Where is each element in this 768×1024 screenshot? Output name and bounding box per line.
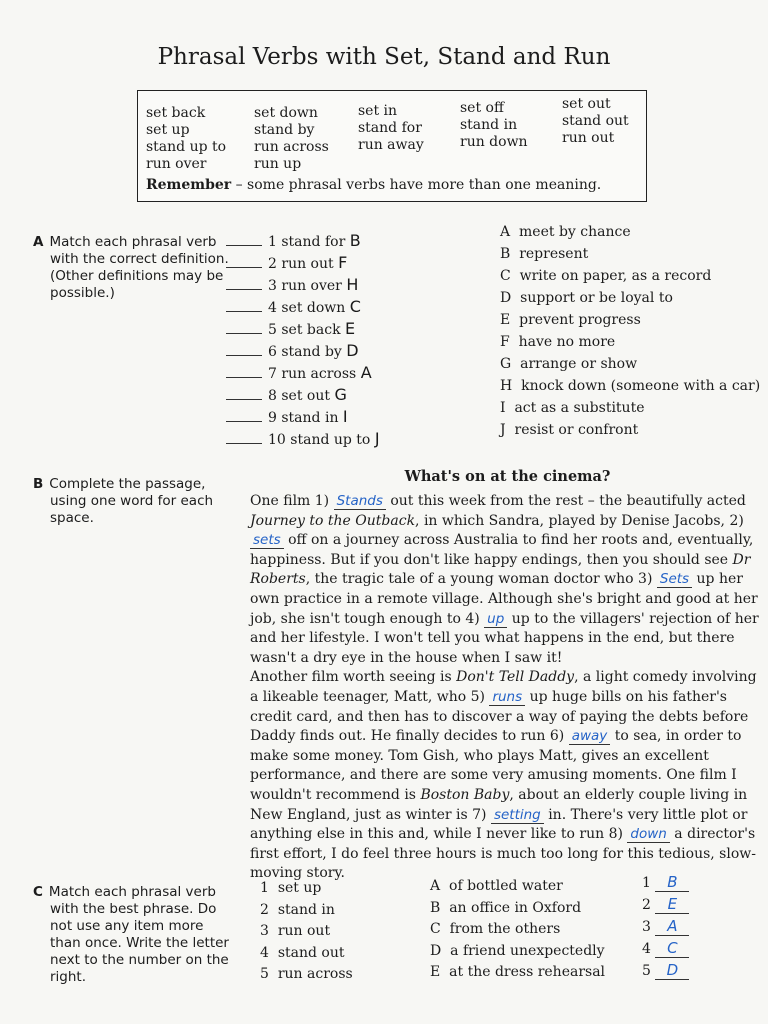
answer-number: 5 bbox=[642, 963, 651, 979]
answer-blank[interactable]: A bbox=[655, 918, 689, 936]
phrase-text: of bottled water bbox=[449, 878, 563, 894]
vocab-column-2 bbox=[254, 105, 329, 173]
verb-number: 2 bbox=[268, 256, 277, 272]
handwritten-answer[interactable]: B bbox=[349, 231, 361, 250]
handwritten-answer[interactable]: H bbox=[346, 275, 359, 294]
definition-text: meet by chance bbox=[519, 224, 631, 240]
verb-text: stand for bbox=[281, 234, 346, 250]
definition-letter: B bbox=[500, 246, 511, 262]
verb-number: 2 bbox=[260, 901, 269, 918]
verb-number: 4 bbox=[260, 944, 269, 961]
verb-number: 7 bbox=[268, 366, 277, 382]
verb-text: stand in bbox=[277, 901, 335, 918]
handwritten-answer[interactable]: I bbox=[342, 407, 348, 426]
definition-text: arrange or show bbox=[520, 356, 638, 372]
vocabulary-box bbox=[137, 90, 647, 202]
definition-letter: H bbox=[500, 378, 513, 394]
answer-blank-8[interactable]: down bbox=[627, 826, 669, 843]
section-c-letter: C bbox=[33, 884, 43, 900]
phrase-letter: B bbox=[430, 899, 441, 916]
vocab-item: stand up to bbox=[146, 139, 227, 155]
definition-text: have no more bbox=[518, 334, 616, 350]
verb-number: 3 bbox=[260, 923, 269, 939]
answer-blank[interactable]: B bbox=[655, 874, 689, 892]
verb-text: stand out bbox=[277, 944, 345, 961]
verb-number: 4 bbox=[268, 300, 277, 316]
answer-blank-4[interactable]: up bbox=[484, 611, 507, 628]
answer-number: 1 bbox=[642, 875, 651, 891]
answer-blank-6[interactable]: away bbox=[569, 728, 611, 745]
definition-letter: I bbox=[500, 400, 506, 416]
instruction-line: than once. Write the letter bbox=[50, 935, 229, 951]
instruction-line: Match each phrasal verb bbox=[49, 234, 217, 250]
definition-letter: G bbox=[500, 356, 512, 372]
phrase-letter: A bbox=[430, 878, 441, 894]
section-b-letter: B bbox=[33, 476, 44, 492]
answer-blank-3[interactable]: Sets bbox=[657, 571, 692, 588]
handwritten-answer[interactable]: D bbox=[346, 341, 359, 360]
answer-number: 2 bbox=[642, 897, 651, 913]
passage-title: What's on at the cinema? bbox=[404, 468, 611, 485]
phrase-letter: D bbox=[430, 942, 442, 959]
verb-text: set back bbox=[281, 322, 341, 338]
handwritten-answer[interactable]: C bbox=[349, 297, 361, 316]
handwritten-answer[interactable]: E bbox=[345, 319, 356, 338]
handwritten-answer[interactable]: J bbox=[374, 429, 380, 448]
vocab-item: run over bbox=[146, 156, 207, 172]
vocab-column-5 bbox=[562, 96, 629, 147]
handwritten-answer[interactable]: A bbox=[360, 363, 372, 382]
vocab-item: set in bbox=[358, 103, 398, 119]
verb-number: 5 bbox=[268, 322, 277, 338]
instruction-line: using one word for each bbox=[50, 493, 214, 509]
verb-text: run across bbox=[281, 366, 357, 382]
vocab-column-4 bbox=[460, 100, 528, 151]
remember-note bbox=[146, 177, 601, 193]
phrase-text: from the others bbox=[449, 921, 561, 937]
vocab-item: stand by bbox=[254, 122, 315, 138]
verb-text: set down bbox=[281, 300, 346, 316]
instruction-line: possible.) bbox=[50, 285, 115, 301]
vocab-item: set back bbox=[146, 105, 206, 121]
film-title: Dr Roberts bbox=[250, 551, 751, 588]
vocab-item: set up bbox=[146, 122, 190, 138]
definition-text: prevent progress bbox=[519, 312, 641, 328]
vocab-item: stand out bbox=[562, 113, 629, 129]
remember-text: – some phrasal verbs have more than one meaning. bbox=[231, 177, 602, 193]
passage-paragraph-1: One film 1) Stands out this week from the rest – the beautifully acted Journey to the Outback, in which Sandra, played by Denise Jacobs, 2) sets off on a journey across Australia to find her roots and, eventually, happiness. But if you don't like happy endings, then you should see Dr Roberts, the tragic tale of a young woman doctor who 3) Sets up her own practice in a remote village. Although she's bright and good at her job, she isn't tough enough to 4) up up to the villagers' rejection of her and her lifestyle. I won't tell you what happens in the end, but there wasn't a dry eye in the house when I saw it! bbox=[250, 493, 759, 666]
verb-text: set out bbox=[281, 388, 330, 404]
instruction-line: next to the number on the bbox=[50, 952, 229, 968]
verb-number: 6 bbox=[268, 344, 277, 360]
vocab-item: set off bbox=[460, 100, 504, 116]
instruction-line: Match each phrasal verb bbox=[48, 884, 216, 900]
definition-letter: F bbox=[500, 334, 510, 350]
definition-text: represent bbox=[519, 246, 589, 262]
instruction-line: Complete the passage, bbox=[49, 476, 206, 492]
verb-number: 5 bbox=[260, 966, 269, 982]
definition-letter: A bbox=[500, 224, 511, 240]
passage-paragraph-2: Another film worth seeing is Don't Tell Daddy, a light comedy involving a likeable teenager, Matt, who 5) runs up huge bills on his father's credit card, and then has to discover a way of paying the debts before Daddy finds out. He finally decides to run 6) away to sea, in order to make some money. Tom Gish, who plays Matt, gives an excellent performance, and there are some very amusing moments. One film I wouldn't recommend is Boston Baby, about an elderly couple living in New England, just as winter is 7) setting in. There's very little plot or anything else in this and, while I never like to run 8) down a director's first effort, I do feel three hours is much too long for this tedious, slow-moving story. bbox=[250, 669, 757, 882]
vocab-item: run away bbox=[358, 137, 424, 153]
definition-letter: E bbox=[500, 312, 511, 328]
phrase-letter: C bbox=[430, 921, 441, 937]
section-a-instruction bbox=[33, 234, 233, 302]
vocab-column-3 bbox=[358, 103, 424, 154]
verb-text: run over bbox=[281, 278, 342, 294]
handwritten-answer[interactable]: G bbox=[334, 385, 347, 404]
verb-number: 3 bbox=[268, 278, 277, 294]
verb-text: run across bbox=[277, 966, 353, 982]
answer-blank[interactable]: C bbox=[655, 940, 689, 958]
section-b-instruction bbox=[33, 476, 233, 527]
definition-letter: D bbox=[500, 290, 512, 306]
vocab-item: set out bbox=[562, 96, 611, 112]
vocab-item: run down bbox=[460, 134, 528, 150]
phrase-text: a friend unexpectedly bbox=[450, 942, 605, 959]
vocab-column-1 bbox=[146, 105, 226, 173]
instruction-line: not use any item more bbox=[50, 918, 204, 934]
verb-number: 1 bbox=[260, 880, 269, 896]
verb-text: stand by bbox=[281, 344, 342, 360]
answer-blank-7[interactable]: setting bbox=[491, 807, 544, 824]
answer-blank-5[interactable]: runs bbox=[489, 689, 525, 706]
handwritten-answer[interactable]: F bbox=[338, 253, 348, 272]
passage bbox=[250, 492, 765, 884]
vocab-item: stand in bbox=[460, 117, 518, 133]
instruction-line: with the best phrase. Do bbox=[50, 901, 217, 917]
answer-blank-2[interactable]: sets bbox=[250, 532, 284, 549]
film-title: Boston Baby bbox=[420, 786, 510, 803]
definition-letter: J bbox=[500, 422, 506, 438]
vocab-item: set down bbox=[254, 105, 318, 121]
vocab-item: stand for bbox=[358, 120, 422, 136]
verb-number: 10 bbox=[268, 432, 286, 448]
verb-text: stand in bbox=[281, 410, 339, 426]
phrase-letter: E bbox=[430, 964, 441, 980]
section-a-letter: A bbox=[33, 234, 44, 250]
section-c-instruction bbox=[33, 884, 233, 986]
film-title: Journey to the Outback bbox=[250, 512, 416, 529]
answer-blank[interactable]: D bbox=[655, 962, 689, 980]
vocab-item: run out bbox=[562, 130, 615, 146]
definition-text: resist or confront bbox=[514, 422, 639, 438]
verb-text: run out bbox=[277, 923, 331, 939]
phrase-text: at the dress rehearsal bbox=[449, 964, 606, 980]
page-title: Phrasal Verbs with Set, Stand and Run bbox=[157, 44, 611, 70]
phrase-text: an office in Oxford bbox=[449, 899, 582, 916]
vocab-item: run across bbox=[254, 139, 329, 155]
film-title: Don't Tell Daddy bbox=[456, 669, 575, 686]
definition-text: act as a substitute bbox=[514, 400, 645, 416]
answer-blank-1[interactable]: Stands bbox=[334, 493, 386, 510]
verb-text: set up bbox=[277, 880, 322, 896]
verb-number: 1 bbox=[268, 234, 277, 250]
answer-blank[interactable]: E bbox=[655, 896, 689, 914]
instruction-line: space. bbox=[50, 510, 94, 526]
answer-number: 4 bbox=[642, 941, 651, 957]
verb-number: 8 bbox=[268, 388, 277, 404]
definition-text: support or be loyal to bbox=[520, 290, 673, 306]
verb-number: 9 bbox=[268, 410, 277, 426]
definition-letter: C bbox=[500, 268, 511, 284]
remember-label: Remember bbox=[146, 177, 232, 193]
definition-text: write on paper, as a record bbox=[519, 268, 712, 284]
answer-number: 3 bbox=[642, 919, 651, 935]
instruction-line: right. bbox=[50, 969, 87, 985]
instruction-line: (Other definitions may be bbox=[50, 268, 224, 284]
vocab-item: run up bbox=[254, 156, 302, 172]
instruction-line: with the correct definition. bbox=[50, 251, 229, 267]
verb-text: run out bbox=[281, 256, 334, 272]
definition-text: knock down (someone with a car) bbox=[521, 378, 761, 394]
verb-text: stand up to bbox=[290, 432, 371, 448]
